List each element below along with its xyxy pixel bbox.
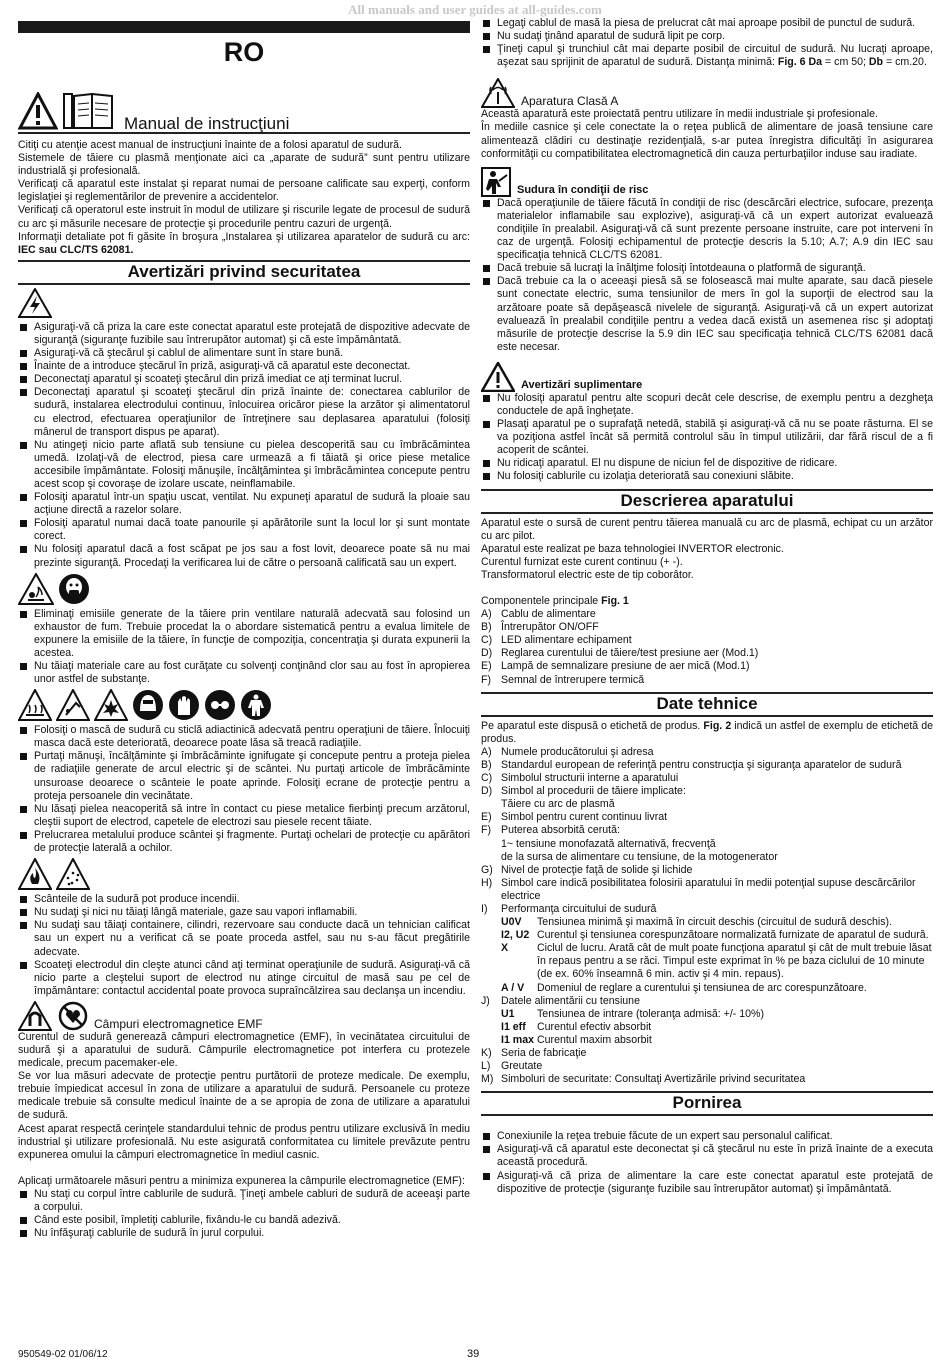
definition-key: U1 [501,1007,515,1020]
watermark: All manuals and user guides at all-guides.com [348,2,602,17]
distance-da-value: = cm 50; [825,56,866,69]
startup-section [481,1130,933,1195]
standard-reference: IEC sau CLC/TS 62081. [18,243,134,256]
list-item [481,903,933,916]
tech-d-subtext: Tăiere cu arc de plasmă [501,798,615,811]
item-text: Greutate [501,1060,543,1073]
list-item: Nu înfăşuraţi cablurile de sudură în jurul corpului. [18,1227,470,1240]
list-item: Folosiţi o mască de sudură cu sticlă adiactinică adecvată pentru operaţiuni de tăiere. Înlocuiţi masca dacă este deteriorată, deoarece poate lăsa să treacă radiaţiile. [18,724,470,750]
list-item: Nu tăiaţi materiale care au fost curăţate cu solvenţi conţinând clor sau au fost în apropierea unor astfel de substanţe. [18,660,470,686]
definition-text: Curentul efectiv absorbit [537,1020,652,1033]
definition-text: Ciclul de lucru. Arată cât de mult poate funcţiona aparatul şi cât de mult trebuie lăsat în repaus pentru a se răci. Timpul este exprimat în % pe baza ciclului de 10 minute (de ex. 60% înseamnă 6 min. activ şi 4 min. repaus). [537,942,932,981]
class-a-paragraph: Această aparatură este proiectată pentru utilizare în medii industriale şi profesionale. [481,108,878,121]
list-item: Nu folosiţi cablurile cu izolaţia deteriorată sau conexiuni slăbite. [481,470,933,483]
warning-icon [481,362,515,392]
fire-icons-row [18,858,470,890]
class-a-title: Aparatura Clasă A [521,94,619,109]
emf-paragraph: Curentul de sudură generează câmpuri electromagnetice (EMF), în vecinătatea circuitului de sudură şi a aparatului de sudură. Câmpurile electromagnetice pot interfera cu protezele medicale, precum pacemaker-ele. [18,1030,470,1070]
tech-data-section [481,720,933,1087]
list-item [481,621,933,634]
electric-warning-row [18,288,470,318]
respirator-icon [58,573,90,605]
intro-paragraph: Verificaţi că operatorul este instruit în modul de utilizare şi riscurile legate de procesul de sudură cu arc şi măsurile necesare de protecţie şi procedurile pentru cazuri de urgenţă. [18,204,470,230]
extra-heading [481,362,933,392]
item-text: Simbol al procedurii de tăiere implicate: [501,785,686,798]
list-item: Deconectaţi aparatul şi scoateţi ştecărul din priză imediat ce aţi terminat lucrul. [18,373,470,386]
item-key: A) [481,608,492,621]
item-key: C) [481,772,493,785]
hot-surface-icon [18,689,52,721]
fumes-icons-row [18,573,470,605]
explosion-warning-icon [94,689,128,721]
list-item [481,660,933,673]
definition-key: A / V [501,981,525,994]
item-key: A) [481,745,492,758]
intro-paragraph: Sistemele de tăiere cu plasmă menţionate aici ca „aparate de sudură” sunt pentru utilizare industrială şi profesională. [18,152,470,178]
emf-list-continued [481,17,933,69]
magnetic-field-icon [18,1001,52,1031]
tech-intro [481,720,933,746]
components-intro [481,595,933,608]
item-text: Întrerupător ON/OFF [501,621,599,634]
safety-list-fumes [18,608,470,687]
top-bar [18,21,470,33]
item-text: Cablu de alimentare [501,608,596,621]
list-item [481,43,933,69]
item-key: F) [481,824,491,837]
item-key: I) [481,902,488,915]
class-a-heading [481,78,933,108]
definition-row [481,1008,933,1021]
item-key: L) [481,1060,491,1073]
list-item [481,877,933,903]
item-key: J) [481,994,490,1007]
figure-reference: Fig. 1 [601,595,629,607]
flammable-warning-icon [18,858,52,890]
tech-list [481,746,933,798]
list-item: Eliminaţi emisiile generate de la tăiere prin ventilare naturală adecvată sau folosind un exhaustor de fum. Trebuie procedat la o abordare sistematică pentru a evalua limitele de expunere la emisiile de la tăiere, în funcţie de compoziţia, concentraţia şi durata expunerii la acestea. [18,608,470,660]
tech-intro-text: Pe aparatul este dispusă o etichetă de produs. [481,719,701,732]
item-key: E) [481,811,492,824]
definition-key: X [501,942,509,955]
list-item: Nu lăsaţi pielea neacoperită să intre în contact cu piese metalice fierbinţi precum arzătorul, cleştii suport de electrod, capetele de electrozi sau piesele recent tăiate. [18,803,470,829]
startup-list [481,1130,933,1195]
item-text: Reglarea curentului de tăiere/test presiune aer (Mod.1) [501,647,759,660]
list-item [481,785,933,798]
item-text: Simbolul structurii interne a aparatului [501,772,679,785]
definition-key: U0V [501,916,522,929]
definition-key: I2, U2 [501,929,530,942]
list-item: Nu sudaţi şi nici nu tăiaţi lângă materiale, gaze sau vapori inflamabili. [18,906,470,919]
item-key: E) [481,660,492,673]
list-item: Purtaţi mănuşi, încălţăminte şi îmbrăcăminte ignifugate şi concepute pentru a proteja pielea de radiaţiile generate de arcul electric şi de scântei. Nu purtaţi articole de îmbrăcăminte unsuroase deoarece o scânteie le poate aprinde. Folosiţi ecrane de protecţie pentru a proteja persoanele din vecinătate. [18,750,470,802]
list-item [481,824,933,837]
extra-list [481,392,933,484]
item-text: Semnal de întrerupere termică [501,673,645,686]
list-item: Folosiţi aparatul într-un spaţiu uscat, ventilat. Nu expuneţi aparatul de sudură la ploaie sau acţiune directă a razelor solare. [18,491,470,517]
description-section [481,517,933,687]
list-item: Dacă trebuie să lucraţi la înălţime folosiţi întotdeauna o platformă de siguranţă. [481,262,933,275]
distance-db-value: = cm.20. [885,56,927,69]
item-key: D) [481,647,493,660]
item-key: B) [481,758,492,771]
antenna-warning-icon [481,78,515,108]
list-item: Asiguraţi-vă că ştecărul şi cablul de alimentare sunt în stare bună. [18,347,470,360]
page-number: 39 [467,1348,480,1360]
item-text: Simboluri de securitate: Consultaţi Avertizările privind securitatea [501,1073,806,1086]
item-text: LED alimentare echipament [501,634,632,647]
item-text: Nivel de protecţie faţă de solide şi lichide [501,863,693,876]
protective-clothing-icon [240,689,272,721]
item-text: Puterea absorbită cerută: [501,824,620,837]
item-text: Simbol care indică posibilitatea folosirii aparatului în medii potenţial supuse descărcărilor electrice [501,876,916,902]
safety-heading: Avertizări privind securitatea [18,260,470,285]
emf-paragraph: Aplicaţi următoarele măsuri pentru a minimiza expunerea la câmpurile electromagnetice (EMF): [18,1174,465,1187]
gloves-icon [168,689,200,721]
item-key: C) [481,634,493,647]
distance-da-label: Da [808,56,823,69]
item-key: M) [481,1073,494,1086]
definition-row [481,1021,933,1034]
definition-text: Tensiunea minimă şi maximă în circuit deschis (circuitul de sudură deschis). [537,916,893,929]
intro-text: Informaţii detaliate pot fi găsite în broşura „Instalarea şi utilizarea aparatelor de sudură cu arc: [18,230,470,243]
list-item [481,647,933,660]
fumes-warning-icon [18,573,54,605]
tech-data-heading: Date tehnice [481,692,933,717]
safety-list-fire [18,893,470,998]
item-key: G) [481,863,493,876]
list-item [481,634,933,647]
pacemaker-prohibited-icon [58,1001,88,1031]
definition-text: Curentul maxim absorbit [537,1033,652,1046]
components-list [481,608,933,687]
intro-paragraph [18,231,470,257]
list-item: Legaţi cablul de masă la piesa de prelucrat cât mai aproape posibil de punctul de sudură. [481,17,933,30]
emf-title: Câmpuri electromagnetice EMF [94,1016,263,1031]
sparks-warning-icon [56,858,90,890]
manual-book-icon [62,92,116,130]
safety-list-electrical [18,321,470,570]
list-item: Nu atingeţi nicio parte aflată sub tensiune cu pielea descoperită sau cu îmbrăcămintea umedă. Izolaţi-vă de electrod, piesa care urmează a fi tăiată şi orice piese metalice accesibile împământate. Folosiţi mănuşile, încălţămintea şi îmbrăcămintea concepute pentru acest scop şi covoraşe de izolare uscate, neinflamabile. [18,439,470,491]
list-item [481,759,933,772]
list-item: Dacă trebuie ca la o aceeaşi piesă să se folosească mai multe aparate, sau dacă piesele sunt conectate electric, suma tensiunilor de mers în gol la suporţii de electrod sau la arzătoare poate să depăşească nivelele de siguranţă. Asiguraţi-vă că un expert autorizat evaluează în prealabil condiţiile pentru a vedea dacă există un asemenea risc şi adoptaţi măsurile de protecţie descrise la 5.9 din IEC sau specificaţia tehnică CLC/TS 62081 dacă este necesar. [481,275,933,354]
emf-heading [18,1001,470,1031]
list-item [481,1073,933,1086]
item-text: Performanţa circuitului de sudură [501,902,657,915]
item-key: H) [481,876,493,889]
electric-shock-icon [18,288,52,318]
list-item: Nu sudaţi sau tăiaţi containere, cilindri, rezervoare sau conducte dacă un tehnician calificat sau un expert nu a verificat că se poate proceda astfel, sau nu s-au făcut pregătirile adecvate. [18,919,470,958]
list-item [481,995,933,1008]
intro-section [18,139,470,257]
list-item: Scânteile de la sudură pot produce incendii. [18,893,470,906]
figure-reference: Fig. 6 [777,56,806,69]
manual-header [18,90,470,134]
list-item: Scoateţi electrodul din cleşte atunci când aţi terminat operaţiunile de sudură. Asiguraţi-vă că nicio parte a cleştelui suport de electrod nu atinge circuitul de masă sau pe cel de împământare: contactul accidental poate provoca supraîncălzirea sau declanşa un incendiu. [18,959,470,998]
warning-icon [18,92,58,130]
right-column [481,17,933,1196]
intro-paragraph: Citiţi cu atenţie acest manual de instrucţiuni înainte de a folosi aparatul de sudură. [18,139,402,151]
extra-title: Avertizări suplimentare [521,378,643,391]
list-item: Asiguraţi-vă că priza de alimentare la care este conectat aparatul este protejată de dispozitive de protecţie (siguranţe fuzibile sau întrerupător automat) şi împământată. [481,1170,933,1196]
intro-paragraph: Verificaţi că aparatul este instalat şi reparat numai de persoane calificate sau experţi, conform legislaţiei şi reglementărilor de prevenire a accidentelor. [18,178,470,204]
document-code: 950549-02 01/06/12 [18,1349,108,1360]
list-item: Prelucrarea metalului produce scântei şi fragmente. Purtaţi ochelari de protecţie cu apărători de protecţie laterală a ochilor. [18,829,470,855]
list-item: Înainte de a introduce ştecărul în priză, asiguraţi-vă că aparatul este deconectat. [18,360,470,373]
list-item [481,864,933,877]
definition-text: Curentul şi tensiunea corespunzătoare normalizată furnizate de aparatul de sudură. [537,929,929,942]
item-key: K) [481,1047,492,1059]
emf-paragraph: Se vor lua măsuri adecvate de protecţie pentru purtătorii de proteze medicale. De exemplu, trebuie împiedicat accesul în zona de utilizare a aparatului de sudură. Persoanele cu proteze medicale trebuie să consulte medicul înainte de a se apropia de zona de utilizare a aparatului de sudură. [18,1070,470,1122]
risk-title: Sudura în condiţii de risc [517,183,649,196]
emf-paragraph: Acest aparat respectă cerinţele standardului tehnic de produs pentru utilizare exclusivă în mediu industrial şi utilizare profesională. Nu este asigurată conformitatea cu limitele prevăzute pentru expunerea omului la câmpuri electromagnetice în mediul casnic. [18,1122,470,1161]
tech-list [481,864,933,916]
list-item: Nu sudaţi ţinând aparatul de sudură lipit pe corp. [481,30,933,43]
goggles-icon [204,689,236,721]
risk-list [481,197,933,354]
item-text: Numele producătorului şi adresa [501,745,654,758]
list-item: Nu staţi cu corpul între cablurile de sudură. Ţineţi ambele cabluri de sudură de aceeaşi parte a corpului. [18,1188,470,1214]
description-paragraph: Curentul furnizat este curent continuu (+ -). [481,555,683,568]
language-code: RO [223,37,265,67]
tech-f-subtext: de la sursa de alimentare cu tensiune, de la motogenerator [501,850,778,863]
list-item [481,1047,933,1060]
tech-list [481,995,933,1008]
distance-db-label: Db [868,56,884,69]
list-item: Deconectaţi aparatul şi scoateţi ştecărul din priză înainte de: conectarea cablurilor de sudură, instalarea electrodului continuu, înlocuirea oricăror piese la arzător şi alimentatorul cu electrod, efectuarea operaţiunilor de întreţinere sau deplasarea aparatului (folosiţi mânerul de transport dispus pe aparat). [18,386,470,438]
definition-key: I1 eff [501,1020,526,1033]
list-item [481,746,933,759]
definition-row [481,929,933,942]
emf-section [18,1031,470,1240]
welding-mask-icon [132,689,164,721]
manual-title: Manual de instrucţiuni [124,113,290,133]
emf-list [18,1188,470,1240]
item-text: Lampă de semnalizare presiune de aer mică (Mod.1) [501,660,750,673]
definition-row [481,982,933,995]
list-item [481,772,933,785]
definition-key: I1 max [501,1033,534,1046]
tech-intro-text: indică un astfel de exemplu de etichetă de produs. [481,719,934,745]
description-paragraph: Aparatul este o sursă de curent pentru tăierea manuală cu arc de plasmă, echipat cu un arzător cu arc pilot. [481,516,933,542]
item-text: Simbol pentru curent continuu livrat [501,811,668,824]
list-item [481,811,933,824]
list-item-text: Ţineţi capul şi trunchiul cât mai departe posibil de circuitul de sudură. Nu lucraţi aproape, aşezat sau sprijinit de aparatul de sudură. Distanţa minimă: [497,43,933,69]
protection-icons-row [18,689,470,721]
tech-f-subtext: 1~ tensiune monofazată alternativă, frecvenţă [501,837,716,850]
list-item: Nu folosiţi aparatul dacă a fost scăpat pe jos sau a fost lovit, deoarece poate să nu mai prezinte siguranţă. Procedaţi la verificarea lui de către o persoană calificată sau un expert. [18,543,470,569]
description-heading: Descrierea aparatului [481,489,933,514]
list-item [481,608,933,621]
list-item: Folosiţi aparatul numai dacă toate panourile şi apărătorile sunt la locul lor şi sunt montate corect. [18,517,470,543]
item-text: Datele alimentării cu tensiune [501,994,640,1007]
list-item: Asiguraţi-vă că priza la care este conectat aparatul este protejată de dispozitive adecvate de siguranţă (siguranţe fuzibile sau întrerupător automat) şi că este împământată. [18,321,470,347]
list-item: Conexiunile la reţea trebuie făcute de un expert sau personalul calificat. [481,1130,933,1143]
list-item: Dacă operaţiunile de tăiere făcută în condiţii de risc (descărcări electrice, sufocare, prezenţa materialelor inflamabile sau explozive), asiguraţi-vă că un expert autorizat evaluează condiţiile în prealabil. Asiguraţi-vă că sunt prezente persoane instruite, care pot interveni în caz de urgenţă. Folosiţi echipamentul de protecţie descris la 5.10; A.7; A.9 din IEC sau specificaţia tehnică CLC/TS 62081. [481,197,933,262]
definition-row [481,1034,933,1047]
item-text: Seria de fabricaţie [501,1047,587,1059]
list-item: Nu folosiţi aparatul pentru alte scopuri decât cele descrise, de exemplu pentru a dezgheţa conductele de apă îngheţate. [481,392,933,418]
description-paragraph: Aparatul este realizat pe baza tehnologiei INVERTOR electronic. [481,542,784,555]
definition-row [481,942,933,981]
tech-list [481,811,933,837]
list-item: Asiguraţi-vă că aparatul este deconectat şi că ştecărul nu este în priză înainte de a executa această procedură. [481,1143,933,1169]
definition-text: Tensiunea de intrare (toleranţa admisă: +/- 10%) [537,1007,765,1020]
list-item: Nu ridicaţi aparatul. El nu dispune de niciun fel de dispozitive de ridicare. [481,457,933,470]
risk-work-icon [481,167,511,197]
components-intro-text: Componentele principale [481,595,599,607]
list-item [481,674,933,687]
startup-heading: Pornirea [481,1091,933,1116]
definition-row [481,916,933,929]
item-key: F) [481,673,491,686]
risk-heading [481,167,933,197]
definition-text: Domeniul de reglare a curentului şi tensiunea de arc corespunzătoare. [537,981,867,994]
tech-list [481,1047,933,1086]
description-paragraph: Transformatorul electric este de tip coborâtor. [481,568,694,581]
item-key: B) [481,621,492,634]
list-item: Plasaţi aparatul pe o suprafaţă netedă, stabilă şi asiguraţi-vă că nu se poate răsturna. El se va poziţiona astfel încât să permită controlul său în timpul utilizării, dar fără riscul de a fi acoperit de scântei. [481,418,933,457]
left-column [18,0,470,1240]
item-text: Standardul european de referinţă pentru construcţia şi siguranţa aparatelor de sudură [501,758,902,771]
list-item [481,1060,933,1073]
class-a-paragraph: În mediile casnice şi cele conectate la o reţea publică de alimentare de joasă tensiune care alimentează clădiri cu destinaţie rezidenţială, s-ar putea înregistra dificultăţi în asigurarea conformităţii cu compatibilitatea electromagnetică din cauza perturbaţiilor induse sau iradiate. [481,121,933,160]
radiation-warning-icon [56,689,90,721]
list-item: Când este posibil, împletiţi cablurile, fixându-le cu bandă adezivă. [18,1214,470,1227]
safety-list-protection [18,724,470,855]
figure-reference: Fig. 2 [703,719,732,732]
item-key: D) [481,785,493,798]
